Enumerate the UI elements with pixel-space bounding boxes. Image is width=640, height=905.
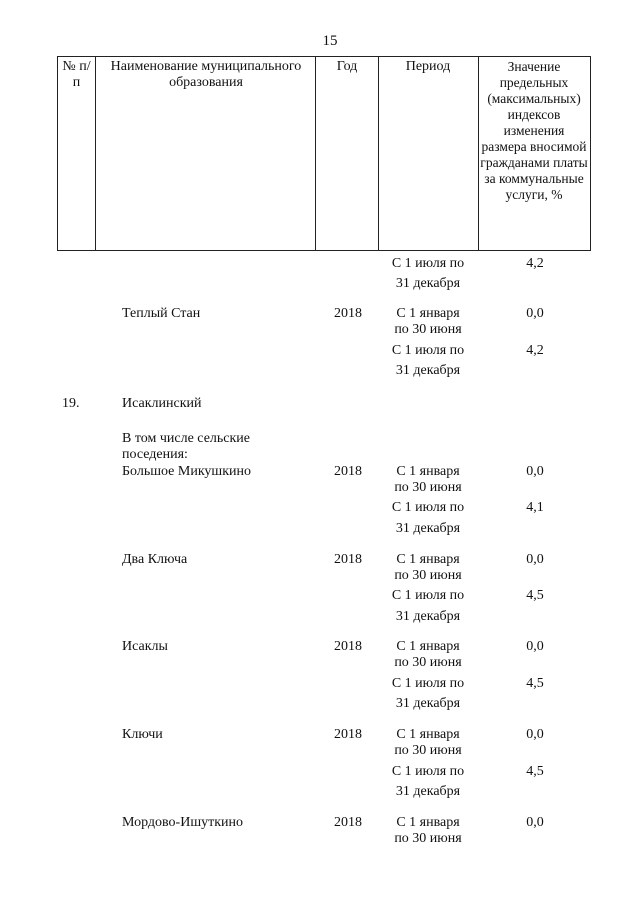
header-value: Значение предельных (максимальных) индексов изменения размера вносимой гражданами платы за коммунальные услуги, % (480, 59, 588, 202)
row-number: 19. (62, 396, 80, 411)
column-divider (478, 57, 479, 250)
value-cell: 0,0 (526, 815, 544, 830)
value-cell: 0,0 (526, 727, 544, 742)
header-period: Период (405, 59, 451, 74)
value-cell: 4,2 (526, 343, 544, 358)
period-cell: 31 декабря (395, 276, 461, 291)
year-cell: 2018 (334, 306, 362, 321)
year-cell: 2018 (334, 552, 362, 567)
table-header (57, 56, 591, 251)
period-cell: С 1 января (396, 464, 460, 479)
page-number: 15 (322, 33, 338, 49)
period-cell: С 1 июля по (391, 256, 465, 271)
municipality-name: Мордово-Ишуткино (122, 815, 244, 830)
header-year: Год (336, 59, 358, 74)
period-cell: С 1 июля по (391, 588, 465, 603)
value-cell: 0,0 (526, 464, 544, 479)
period-cell: 31 декабря (395, 784, 461, 799)
period-cell: С 1 июля по (391, 343, 465, 358)
municipality-name: Исаклы (122, 639, 168, 654)
column-divider (378, 57, 379, 250)
year-cell: 2018 (334, 727, 362, 742)
period-cell: по 30 июня (394, 480, 462, 495)
period-cell: по 30 июня (394, 743, 462, 758)
period-cell: С 1 июля по (391, 500, 465, 515)
period-cell: С 1 июля по (391, 764, 465, 779)
value-cell: 4,5 (526, 764, 544, 779)
period-cell: С 1 января (396, 727, 460, 742)
period-cell: 31 декабря (395, 363, 461, 378)
period-cell: по 30 июня (394, 655, 462, 670)
header-name: Наименование муниципального образования (110, 59, 302, 90)
period-cell: 31 декабря (395, 521, 461, 536)
period-cell: С 1 января (396, 552, 460, 567)
period-cell: 31 декабря (395, 696, 461, 711)
header-num: № п/п (62, 59, 91, 90)
municipality-name: Ключи (122, 727, 163, 742)
period-cell: С 1 января (396, 815, 460, 830)
period-cell: 31 декабря (395, 609, 461, 624)
subheading: В том числе сельские (122, 431, 251, 446)
value-cell: 4,5 (526, 676, 544, 691)
period-cell: по 30 июня (394, 322, 462, 337)
year-cell: 2018 (334, 639, 362, 654)
period-cell: С 1 января (396, 639, 460, 654)
value-cell: 0,0 (526, 552, 544, 567)
value-cell: 4,2 (526, 256, 544, 271)
municipality-name: Два Ключа (122, 552, 188, 567)
value-cell: 0,0 (526, 639, 544, 654)
period-cell: по 30 июня (394, 568, 462, 583)
value-cell: 4,1 (526, 500, 544, 515)
subheading: поседения: (122, 447, 188, 462)
period-cell: по 30 июня (394, 831, 462, 846)
column-divider (95, 57, 96, 250)
value-cell: 4,5 (526, 588, 544, 603)
period-cell: С 1 июля по (391, 676, 465, 691)
year-cell: 2018 (334, 815, 362, 830)
value-cell: 0,0 (526, 306, 544, 321)
district-name: Исаклинский (122, 396, 202, 411)
municipality-name: Теплый Стан (122, 306, 201, 321)
period-cell: С 1 января (396, 306, 460, 321)
year-cell: 2018 (334, 464, 362, 479)
municipality-name: Большое Микушкино (122, 464, 252, 479)
column-divider (315, 57, 316, 250)
